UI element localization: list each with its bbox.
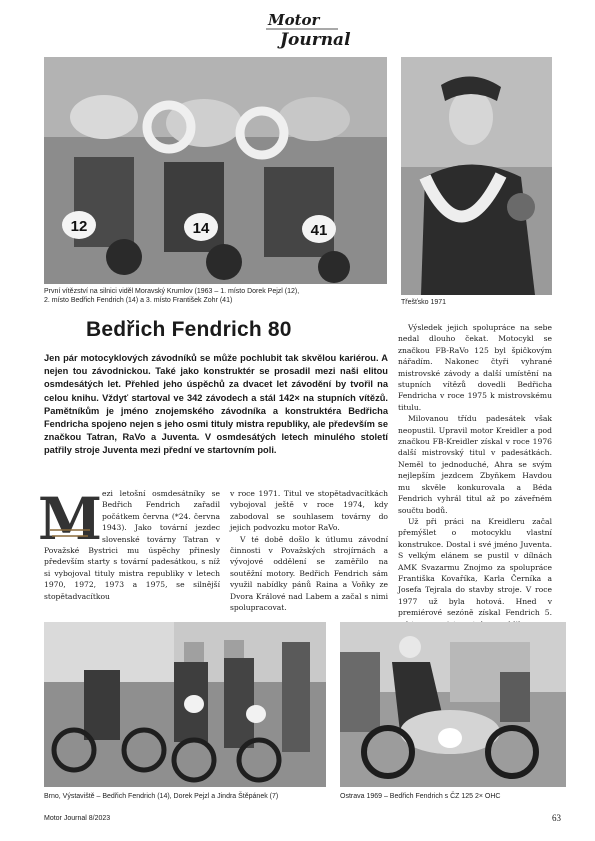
column-3-paragraph-1: Výsledek jejich spolupráce na sebe nedal dlouho čekat. Motocykl se značkou FB-RaVo 125 byl špičkovým nářadím. Nakonec čtyři vyhrané mistrovské závody a další umístění na stupních vítězů dovedli Bedřicha Fendricha v roce 1975 k mistrovskému titulu. xyxy=(398,323,552,412)
logo-word-motor: Motor xyxy=(268,11,320,29)
logo-word-journal: Journal xyxy=(280,30,351,50)
caption-bottom-left: Brno, Výstaviště – Bedřich Fendrich (14), Dorek Pejzl a Jindra Štěpánek (7) xyxy=(44,793,279,800)
caption-top-left xyxy=(44,287,389,305)
column-3-paragraph-2: Milovanou třídu padesátek však neopustil. Upravil motor Kreidler a pod značkou FB-Kreidler získal v roce 1976 další mistrovský titul v padesátkách. Neměl to jednoduché, Ahra se svým nejlepším jezdcem Zbyňkem Havdou mu skvěle konkurovala a Béda Fendrich vyhrál titul až po záveřném součtu bodů. xyxy=(398,414,552,515)
page-number: 63 xyxy=(552,813,561,823)
caption-top-right: Třešťsko 1971 xyxy=(401,299,447,306)
article-column-3 xyxy=(398,322,552,653)
motor-journal-logo xyxy=(262,8,351,52)
plate-12: 12 xyxy=(70,218,88,235)
svg-text:M: M xyxy=(37,485,103,553)
column-1-paragraph: ezi letošní osmdesátníky se Bedřich Fendrich zařadil počátkem června (*24. června 1943). Jako tovární jezdec slovenské továrny Tatran v Považské Bystrici mu úspěchy přinesly především starty s tovární padesátkou, s níž si vybojoval tituly mistra republiky v letech 1970, 1972, 1973 a 1975, se silnější stopětadvacítkou xyxy=(44,489,220,601)
dropcap-letter xyxy=(37,485,103,553)
article-title: Bedřich Fendrich 80 xyxy=(86,318,292,341)
article-lead: Jen pár motocyklových závodníků se může pochlubit tak skvělou kariérou. A nejen tou závodnickou. Také jako konstruktér se prosadil mezi naši elitou osmdesátých let. Přehled jeho úspěchů za dvacet let závodění by tvořil na celou knihu. Vždyť startoval ve 342 závodech a stál 142× na stupních vítězů. Pamětníkům je jméno znojemského závodníka a konstruktéra Bedřicha Fendricha spojeno nejen s jeho osmi tituly mistra republiky, ale především se značkou Tatran, RaVo a Juventa. V osmdesátých letech minulého století patřily stroje Juventa mezi přední ve startovním poli. xyxy=(44,353,388,456)
article-column-2 xyxy=(230,488,388,613)
plate-14: 14 xyxy=(192,220,210,237)
caption-bottom-right: Ostrava 1969 – Bedřich Fendrich s ČZ 125 2× OHC xyxy=(340,793,501,800)
column-2-paragraph-1: v roce 1971. Titul ve stopětadvacítkách vybojoval ještě v roce 1974, kdy zabodoval se souhlasem továrny do jejich podvozku motor RaVo. xyxy=(230,489,388,533)
photo-portrait-wreath xyxy=(401,57,552,295)
caption-top-left-line-2: 2. místo Bedřich Fendrich (14) a 3. místo František Zohr (41) xyxy=(44,297,233,304)
plate-41: 41 xyxy=(310,222,328,239)
photo-ostrava-1969 xyxy=(340,622,566,787)
caption-top-left-line-1: První vítězství na silnici viděl Moravský Krumlov (1963 – 1. místo Dorek Pejzl (12), xyxy=(44,288,300,295)
footer-publication: Motor Journal 8/2023 xyxy=(44,815,111,822)
column-3-paragraph-3: Už při práci na Kreidleru začal přemýšlet o motocyklu vlastní konstrukce. Dostal i své jméno Juventa. S velkým elánem se pustil v dílnách AMK Svazarmu Znojmo za spolupráce Františka Kovaříka, Karla Černíka a Josefa Tejrala do stavby stroje. V roce 1977 už byla hotová. Hned v premiérové sezóně získal Fendrich 5. xyxy=(398,516,552,618)
photo-brno-vystaviste xyxy=(44,622,326,787)
column-2-paragraph-2: V té době došlo k útlumu závodní činnosti v Považských strojírnách a vývojové oddělení se zaměřilo na soutěžní motory. Bedřich Fendrich sám využil nabídky pánů Raina a Voňky ze Dvora Králové nad Labem a začal s nimi spolupracovat. xyxy=(230,534,388,613)
photo-moravsky-krumlov-podium xyxy=(44,57,387,284)
article-column-1 xyxy=(37,485,220,602)
